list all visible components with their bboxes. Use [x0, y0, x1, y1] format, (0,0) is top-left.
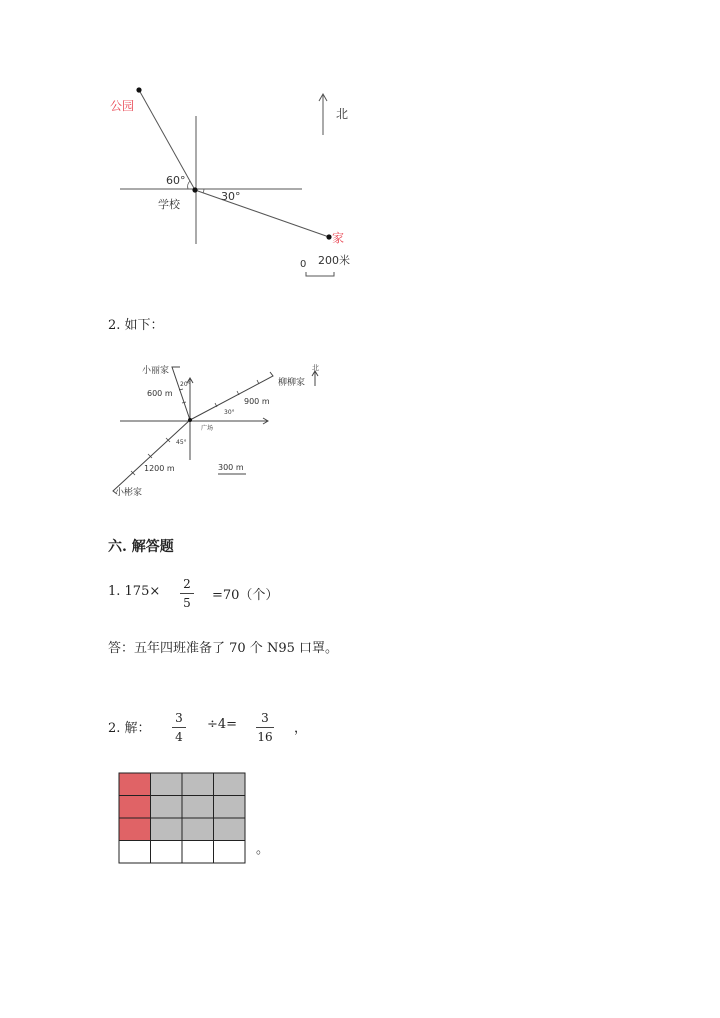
scale-value-label: 200米 [318, 254, 350, 267]
grid-cell [151, 796, 183, 819]
grid-cell [182, 818, 214, 841]
park-school-home-diagram [100, 80, 380, 280]
liuliu-home-label: 柳柳家 [278, 378, 306, 388]
grid-cell [151, 841, 183, 864]
answer-2-period: 。 [256, 842, 270, 857]
answer-2-frac2-num: 3 [261, 711, 269, 725]
grid-cell [119, 841, 151, 864]
answer-1-fraction [180, 577, 194, 610]
angle-60-arc [188, 181, 190, 189]
answer-1-frac-den: 5 [183, 596, 191, 610]
school-to-home-line [195, 190, 329, 237]
grid-cell [214, 818, 246, 841]
answer-1-text: 答：五年四班准备了 70 个 N95 口罩。 [108, 641, 338, 656]
north-label: 北 [336, 107, 349, 121]
answer-1-suffix: =70（个） [212, 588, 279, 603]
grid-cell [182, 773, 214, 796]
answer-2-frac1-num: 3 [175, 711, 183, 725]
question-2-label: 2. 如下： [108, 318, 164, 333]
plaza-route-diagram [100, 358, 350, 503]
angle-30-label-2: 30° [224, 409, 235, 416]
home-point [326, 234, 331, 239]
north-label-2: 北 [312, 364, 319, 372]
grid-cell [119, 796, 151, 819]
answer-2-operator: ÷4= [207, 717, 238, 732]
answer-2-fraction-1 [172, 711, 186, 744]
grid-cell [214, 841, 246, 864]
angle-20-label: 20° [180, 381, 191, 388]
grid-cell [151, 818, 183, 841]
school-point [192, 187, 197, 192]
school-label: 学校 [158, 198, 180, 211]
grid-cell [214, 796, 246, 819]
plaza-label: 广场 [201, 425, 214, 432]
park-label: 公园 [110, 99, 135, 113]
answer-1-prefix: 1. 175× [108, 584, 161, 599]
xiaobin-home-label: 小彬家 [115, 488, 143, 498]
plaza-point [188, 418, 192, 422]
grid-cell [182, 796, 214, 819]
answer-2-prefix: 2. 解： [108, 721, 151, 736]
home-label: 家 [332, 231, 345, 245]
xiaoli-home-label: 小丽家 [142, 366, 170, 376]
grid-cell [151, 773, 183, 796]
fraction-grid [118, 772, 248, 864]
answer-1-frac-num: 2 [183, 577, 191, 591]
distance-900-label: 900 m [244, 397, 270, 406]
park-point [136, 87, 141, 92]
section-title: 六. 解答题 [108, 539, 174, 555]
answer-2-fraction-2 [256, 711, 274, 744]
distance-600-label: 600 m [147, 389, 173, 398]
angle-45-label: 45° [176, 439, 187, 446]
route-to-xiaoli [172, 367, 190, 420]
grid-cell [119, 818, 151, 841]
grid-cell [119, 773, 151, 796]
angle-60-label: 60° [166, 174, 186, 187]
scale-bar [306, 272, 334, 276]
answer-2-frac2-den: 16 [257, 730, 273, 744]
scale-zero-label: 0 [300, 259, 307, 270]
answer-2-frac1-den: 4 [175, 730, 183, 744]
scale-300-label: 300 m [218, 463, 244, 472]
grid-cell [182, 841, 214, 864]
angle-30-arc [203, 189, 204, 193]
distance-1200-label: 1200 m [144, 464, 175, 473]
answer-2-comma: ， [294, 721, 308, 736]
grid-cell [214, 773, 246, 796]
angle-30-label: 30° [221, 190, 241, 203]
